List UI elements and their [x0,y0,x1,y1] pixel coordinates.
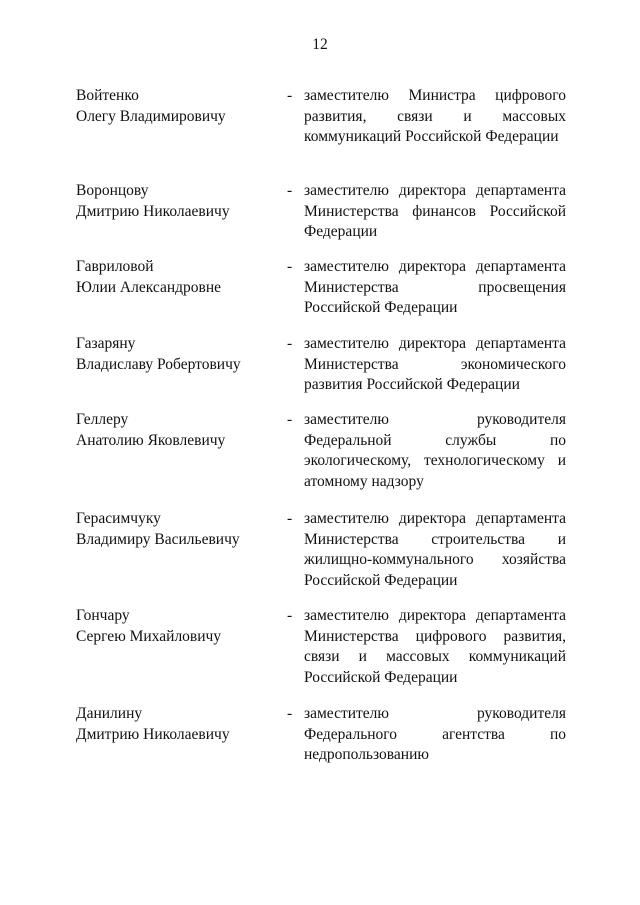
dash-separator: - [287,335,293,352]
page-number: 12 [312,36,328,53]
position-title: заместителю директора департамента Министерства финансов Российской Федерации [304,182,566,240]
given-names: Дмитрию Николаевичу [76,202,230,220]
position-title: заместителю руководителя Федерального агентства по недропользованию [304,705,566,763]
person-name [76,334,276,375]
dash-separator: - [287,87,293,104]
dash-separator: - [287,258,293,275]
position-title: заместителю директора департамента Министерства строительства и жилищно-коммунального хозяйства Российской Федерации [304,510,566,589]
surname: Данилину [76,705,143,722]
given-names: Олегу Владимировичу [76,107,226,125]
given-names: Сергею Михайловичу [76,627,222,645]
surname: Геллеру [76,411,129,428]
given-names: Дмитрию Николаевичу [76,725,230,743]
surname: Воронцову [76,182,149,199]
surname: Газаряну [76,335,136,352]
dash-separator: - [287,510,293,527]
position-title: заместителю директора департамента Министерства цифрового развития, связи и массовых коммуникаций Российской Федерации [304,607,566,686]
person-name [76,86,276,127]
dash-separator: - [287,607,293,624]
person-name [76,257,276,298]
position-title: заместителю Министра цифрового развития, связи и массовых коммуникаций Российской Федерации [304,87,566,145]
dash-separator: - [287,705,293,722]
given-names: Владиславу Робертовичу [76,355,241,373]
surname: Войтенко [76,87,139,104]
dash-separator: - [287,411,293,428]
surname: Гавриловой [76,258,154,275]
given-names: Владимиру Васильевичу [76,530,240,548]
person-name [76,410,276,451]
position-title: заместителю директора департамента Министерства экономического развития Российской Федерации [304,335,566,393]
dash-separator: - [287,182,293,199]
position-title: заместителю директора департамента Министерства просвещения Российской Федерации [304,258,566,316]
surname: Герасимчуку [76,510,161,527]
surname: Гончару [76,607,130,624]
person-name [76,181,276,222]
position-title: заместителю руководителя Федеральной службы по экологическому, технологическому и атомному надзору [304,411,566,490]
person-name [76,606,276,647]
given-names: Юлии Александровне [76,278,222,296]
given-names: Анатолию Яковлевичу [76,431,226,449]
person-name [76,704,276,745]
person-name [76,509,276,550]
